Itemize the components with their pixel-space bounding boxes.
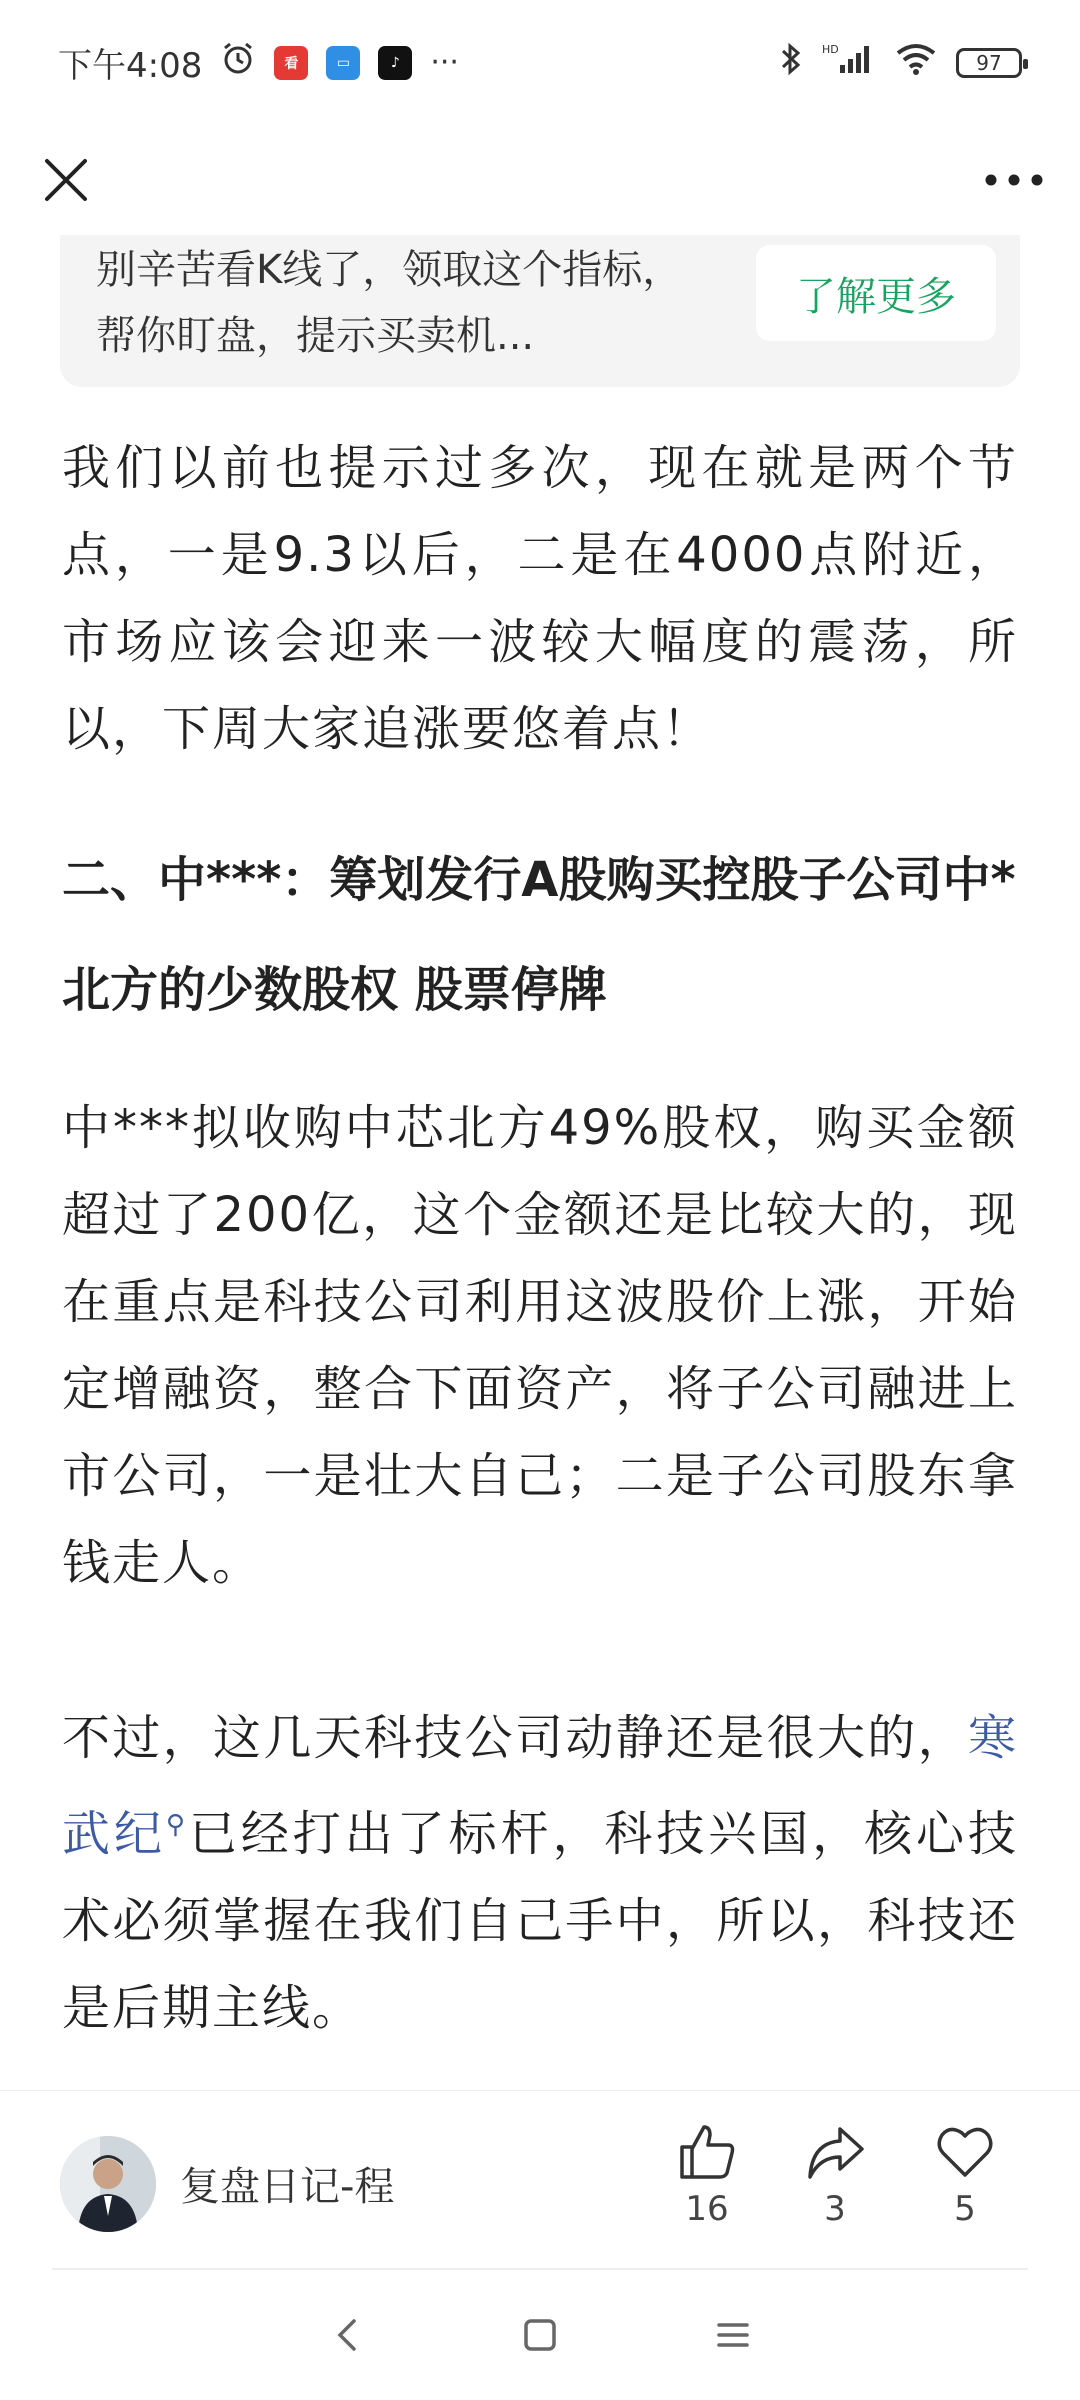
favorite-button[interactable] <box>910 2121 1020 2229</box>
share-icon <box>804 2121 866 2183</box>
more-dots-icon: ··· <box>430 45 459 80</box>
square-icon <box>522 2317 558 2353</box>
paragraph-3-text-start: 不过，这几天科技公司动静还是很大的， <box>62 1710 968 1766</box>
share-count: 3 <box>824 2189 846 2229</box>
status-right <box>778 41 1022 85</box>
hd-signal-icon <box>822 41 876 85</box>
ad-card[interactable] <box>60 235 1020 387</box>
paragraph-3 <box>62 1695 1018 2052</box>
action-bar <box>0 2090 1080 2270</box>
paragraph-2: 中***拟收购中芯北方49%股权，购买金额超过了200亿，这个金额还是比较大的，现在重点是科技公司利用这波股价上涨，开始定增融资，整合下面资产，将子公司融进上市公司，一是壮大自己；二是子公司股东拿钱走人。 <box>62 1100 1018 1591</box>
author-name[interactable]: 复盘日记-程 <box>180 2164 395 2210</box>
thumbs-up-icon <box>676 2121 738 2183</box>
svg-text:HD: HD <box>822 42 839 56</box>
status-bar <box>0 0 1080 125</box>
alarm-icon <box>220 40 256 85</box>
home-button[interactable] <box>500 2295 580 2375</box>
status-left <box>58 38 459 87</box>
top-nav <box>0 125 1080 235</box>
favorite-count: 5 <box>954 2189 976 2229</box>
share-button[interactable] <box>780 2121 890 2229</box>
tiktok-app-icon: ♪ <box>378 46 412 80</box>
learn-more-button[interactable]: 了解更多 <box>756 245 996 341</box>
avatar[interactable] <box>60 2136 156 2232</box>
more-icon <box>984 173 1044 187</box>
battery-indicator: 97 <box>956 48 1022 78</box>
paragraph-3-text-end: 已经打出了标杆，科技兴国，核心技术必须掌握在我们自己手中，所以，科技还是后期主线。 <box>62 1806 1018 2036</box>
article-content <box>0 235 1080 2090</box>
close-button[interactable] <box>36 150 96 210</box>
stock-link[interactable]: 寒武纪 <box>62 1710 1018 1862</box>
kandian-app-icon: 看 <box>274 46 308 80</box>
like-button[interactable] <box>652 2121 762 2229</box>
like-count: 16 <box>685 2189 729 2229</box>
chevron-left-icon <box>332 2315 362 2355</box>
heart-icon <box>934 2121 996 2183</box>
bluetooth-icon <box>778 41 804 85</box>
close-icon <box>43 157 89 203</box>
status-time: 下午4:08 <box>58 46 203 86</box>
paragraph-1: 我们以前也提示过多次，现在就是两个节点，一是9.3以后，二是在4000点附近，市场应该会迎来一波较大幅度的震荡，所以，下周大家追涨要悠着点！ <box>62 440 1018 757</box>
wallet-app-icon: ▭ <box>326 46 360 80</box>
system-nav-bar <box>0 2270 1080 2400</box>
menu-button[interactable] <box>693 2295 773 2375</box>
wifi-icon <box>894 41 938 85</box>
section-heading: 二、中***：筹划发行A股购买控股子公司中*北方的少数股权 股票停牌 <box>62 852 1016 1018</box>
search-icon: ⚲ <box>165 1810 187 1840</box>
more-button[interactable] <box>984 150 1044 210</box>
menu-icon <box>715 2317 751 2353</box>
back-button[interactable] <box>307 2295 387 2375</box>
ad-text: 别辛苦看K线了，领取这个指标，帮你盯盘，提示买卖机... <box>96 247 683 359</box>
